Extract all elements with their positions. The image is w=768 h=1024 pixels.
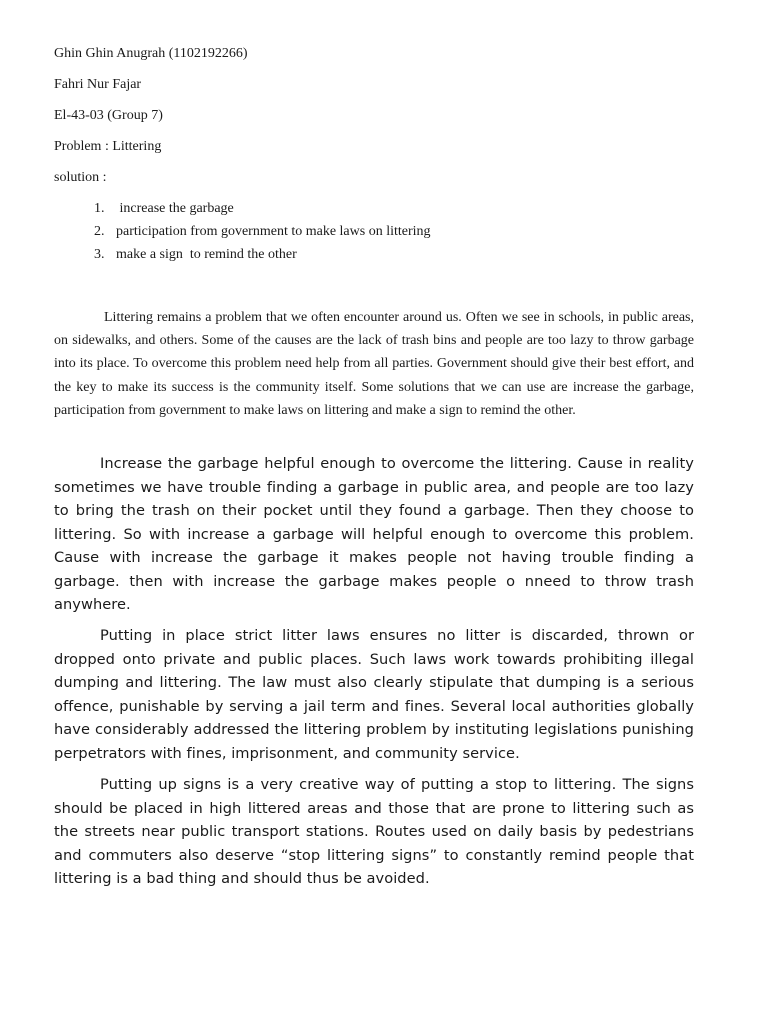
author-2: Fahri Nur Fajar [54,77,142,92]
problem-statement: Problem : Littering [54,139,162,154]
paragraph-laws: Putting in place strict litter laws ensures no litter is discarded, thrown or dropped onto private and public places. Such laws work towards prohibiting illegal dumping and littering. The law must also clearly stipulate that dumping is a serious offence, punishable by serving a jail term and fines. Several local authorities globally have considerably addressed the littering problem by instituting legislations punishing perpetrators with fines, imprisonment, and community service. [54,627,694,762]
paragraph-signs: Putting up signs is a very creative way of putting a stop to littering. The signs should be placed in high littered areas and those that are prone to littering such as the streets near public transport stations. Routes used on daily basis by pedestrians and commuters also deserve “stop littering signs” to constantly remind people that littering is a bad thing and should thus be avoided. [54,776,694,887]
list-item-number: 2. [94,224,105,239]
intro-paragraph: Littering remains a problem that we often encounter around us. Often we see in schools, in public areas, on sidewalks, and others. Some of the causes are the lack of trash bins and people are too lazy to throw garbage into its place. To overcome this problem need help from all parties. Government should give their best effort, and the key to make its success is the community itself. Some solutions that we can use are increase the garbage, participation from government to make laws on littering and make a sign to remind the other. [54,310,694,418]
solution-list [54,199,714,265]
list-item [94,245,714,265]
list-item [94,222,714,242]
list-item-text: make a sign to remind the other [116,247,297,262]
list-item [94,199,714,219]
paragraph-garbage: Increase the garbage helpful enough to overcome the littering. Cause in reality sometimes we have trouble finding a garbage in public area, and people are too lazy to bring the trash on their pocket until they found a garbage. Then they choose to littering. So with increase a garbage will helpful enough to overcome this problem. Cause with increase the garbage it makes people not having trouble finding a garbage. then with increase the garbage makes people o nneed to throw trash anywhere. [54,455,694,613]
class-group: El-43-03 (Group 7) [54,108,163,123]
list-item-number: 1. [94,201,105,216]
author-1: Ghin Ghin Anugrah (1102192266) [54,46,248,61]
list-item-text: participation from government to make laws on littering [116,224,431,239]
list-item-text: increase the garbage [116,201,234,216]
solution-label: solution : [54,170,107,185]
document-header [54,44,714,268]
list-item-number: 3. [94,247,105,262]
